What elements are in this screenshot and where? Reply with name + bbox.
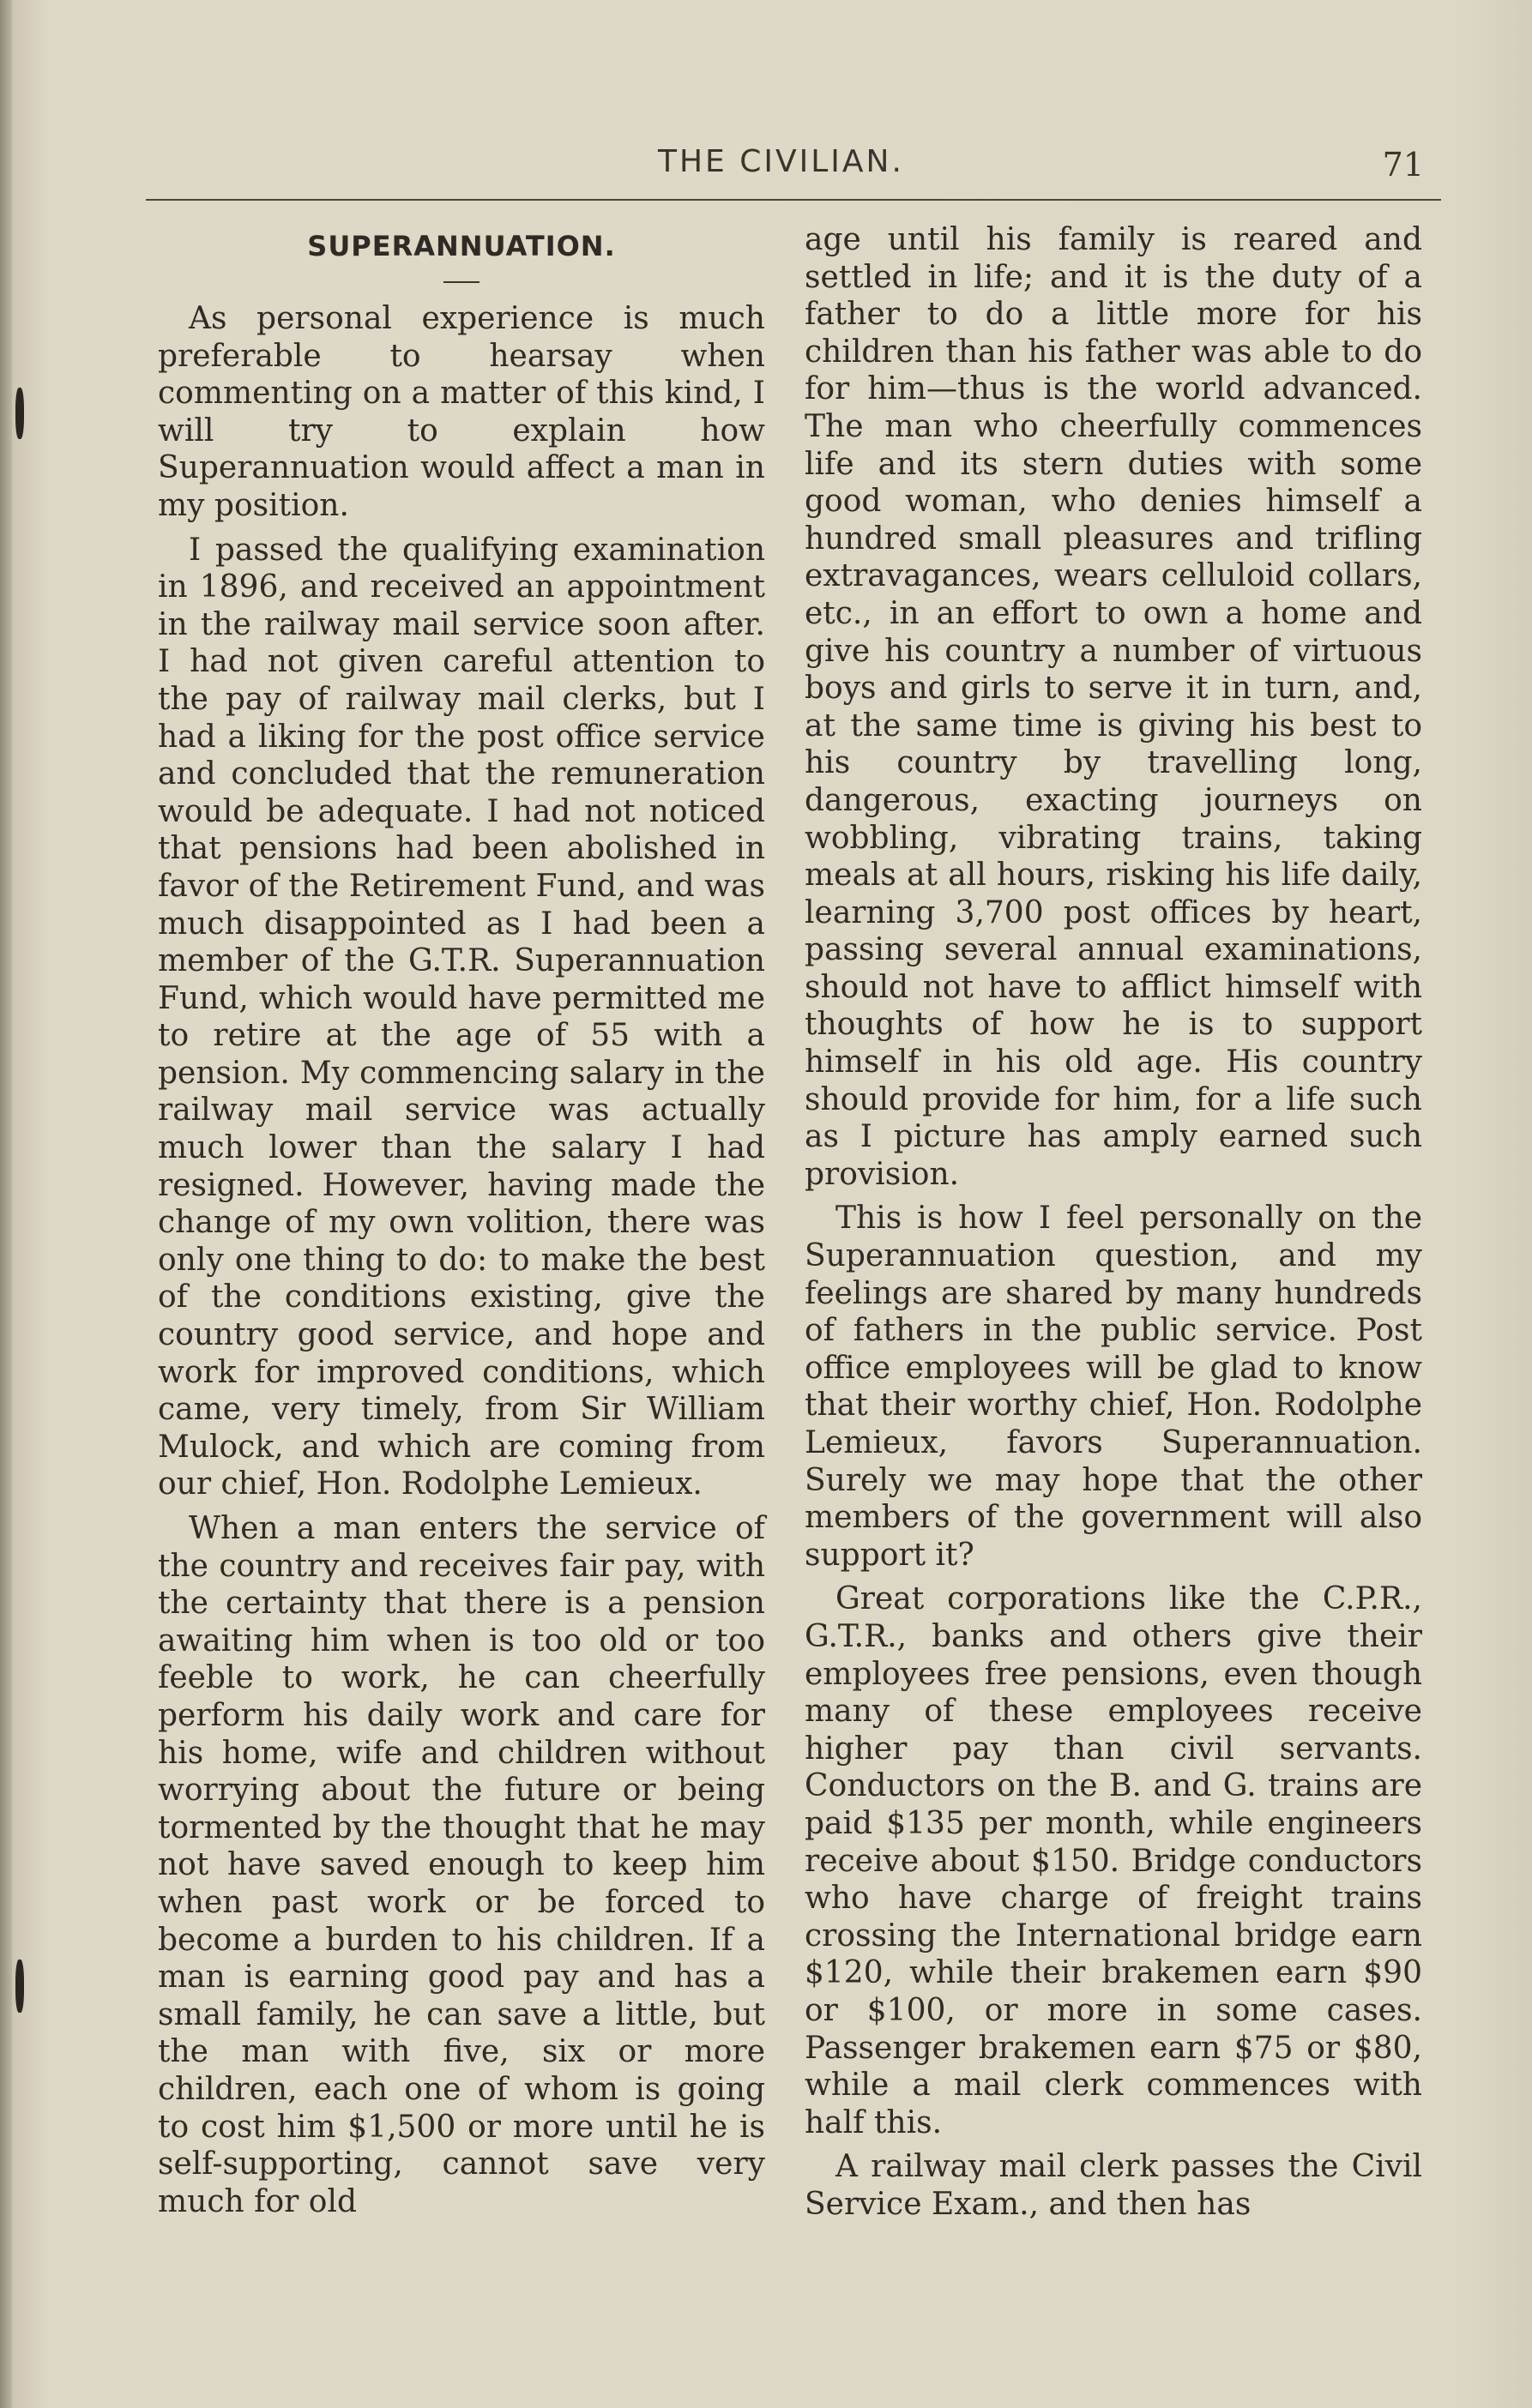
- header-rule: [146, 199, 1441, 201]
- paragraph: A railway mail clerk passes the Civil Service Exam., and then has: [805, 2149, 1422, 2222]
- article-heading: SUPERANNUATION.: [307, 230, 616, 262]
- paragraph: As personal experience is much preferable to hearsay when commenting on a matter of this kind, I will try to explain how Superannuation would affect a man in my position.: [158, 301, 765, 523]
- paragraph: When a man enters the service of the country and receives fair pay, with the certainty that there is a pension awaiting him when is too old or too feeble to work, he can cheerfully perform his daily work and care for his home, wife and children without worrying about the future or being tormented by the thought that he may not have saved enough to keep him when past work or be forced to become a burden to his children. If a man is earning good pay and has a small family, he can save a little, but the man with five, six or more children, each one of whom is going to cost him $1,500 or more until he is self-supporting, cannot save very much for old: [158, 1511, 765, 2219]
- journal-title: THE CIVILIAN.: [658, 144, 904, 179]
- binding-mark: [15, 1960, 24, 2013]
- running-head: [154, 144, 1424, 187]
- paragraph: This is how I feel personally on the Superannuation question, and my feelings are shared by many hundreds of fathers in the public service. Post office employees will be glad to know that their worthy chief, Hon. Rodolphe Lemieux, favors Superannuation. Surely we may hope that the other members of the government will also support it?: [805, 1201, 1422, 1573]
- page-number: 71: [1382, 146, 1424, 184]
- right-column: [805, 221, 1422, 2223]
- paragraph-continuation: age until his family is reared and settled in life; and it is the duty of a father to do a little more for his children than his father was able to do for him—thus is the world advanced. The man who cheerfully commences life and its stern duties with some good woman, who denies himself a hundred small pleasures and trifling extravagances, wears celluloid collars, etc., in an effort to own a home and give his country a number of virtuous boys and girls to serve it in turn, and, at the same time is giving his best to his country by travelling long, dangerous, exacting journeys on wobbling, vibrating trains, taking meals at all hours, risking his life daily, learning 3,700 post offices by heart, passing several annual examinations, should not have to afflict himself with thoughts of how he is to support himself in his old age. His country should provide for him, for a life such as I picture has amply earned such provision.: [805, 222, 1422, 1192]
- left-column: [158, 221, 765, 2220]
- paragraph: I passed the qualifying examination in 1896, and received an appointment in the railway mail service soon after. I had not given careful attention to the pay of railway mail clerks, but I had a liking for the post office service and concluded that the remuneration would be adequate. I had not noticed that pensions had been abolished in favor of the Retirement Fund, and was much disappointed as I had been a member of the G.T.R. Superannuation Fund, which would have permitted me to retire at the age of 55 with a pension. My commencing salary in the railway mail service was actually much lower than the salary I had resigned. However, having made the change of my own volition, there was only one thing to do: to make the best of the conditions existing, give the country good service, and hope and work for improved conditions, which came, very timely, from Sir William Mulock, and which are coming from our chief, Hon. Rodolphe Lemieux.: [158, 532, 765, 1502]
- paragraph: Great corporations like the C.P.R., G.T.R., banks and others give their employees free pensions, even though many of these employees receive higher pay than civil servants. Conductors on the B. and G. trains are paid $135 per month, while engineers receive about $150. Bridge conductors who have charge of freight trains crossing the International bridge earn $120, while their brakemen earn $90 or $100, or more in some cases. Passenger brakemen earn $75 or $80, while a mail clerk commences with half this.: [805, 1581, 1422, 2140]
- binding-mark: [15, 388, 24, 439]
- heading-dash: [443, 281, 480, 283]
- binding-edge: [0, 0, 12, 2408]
